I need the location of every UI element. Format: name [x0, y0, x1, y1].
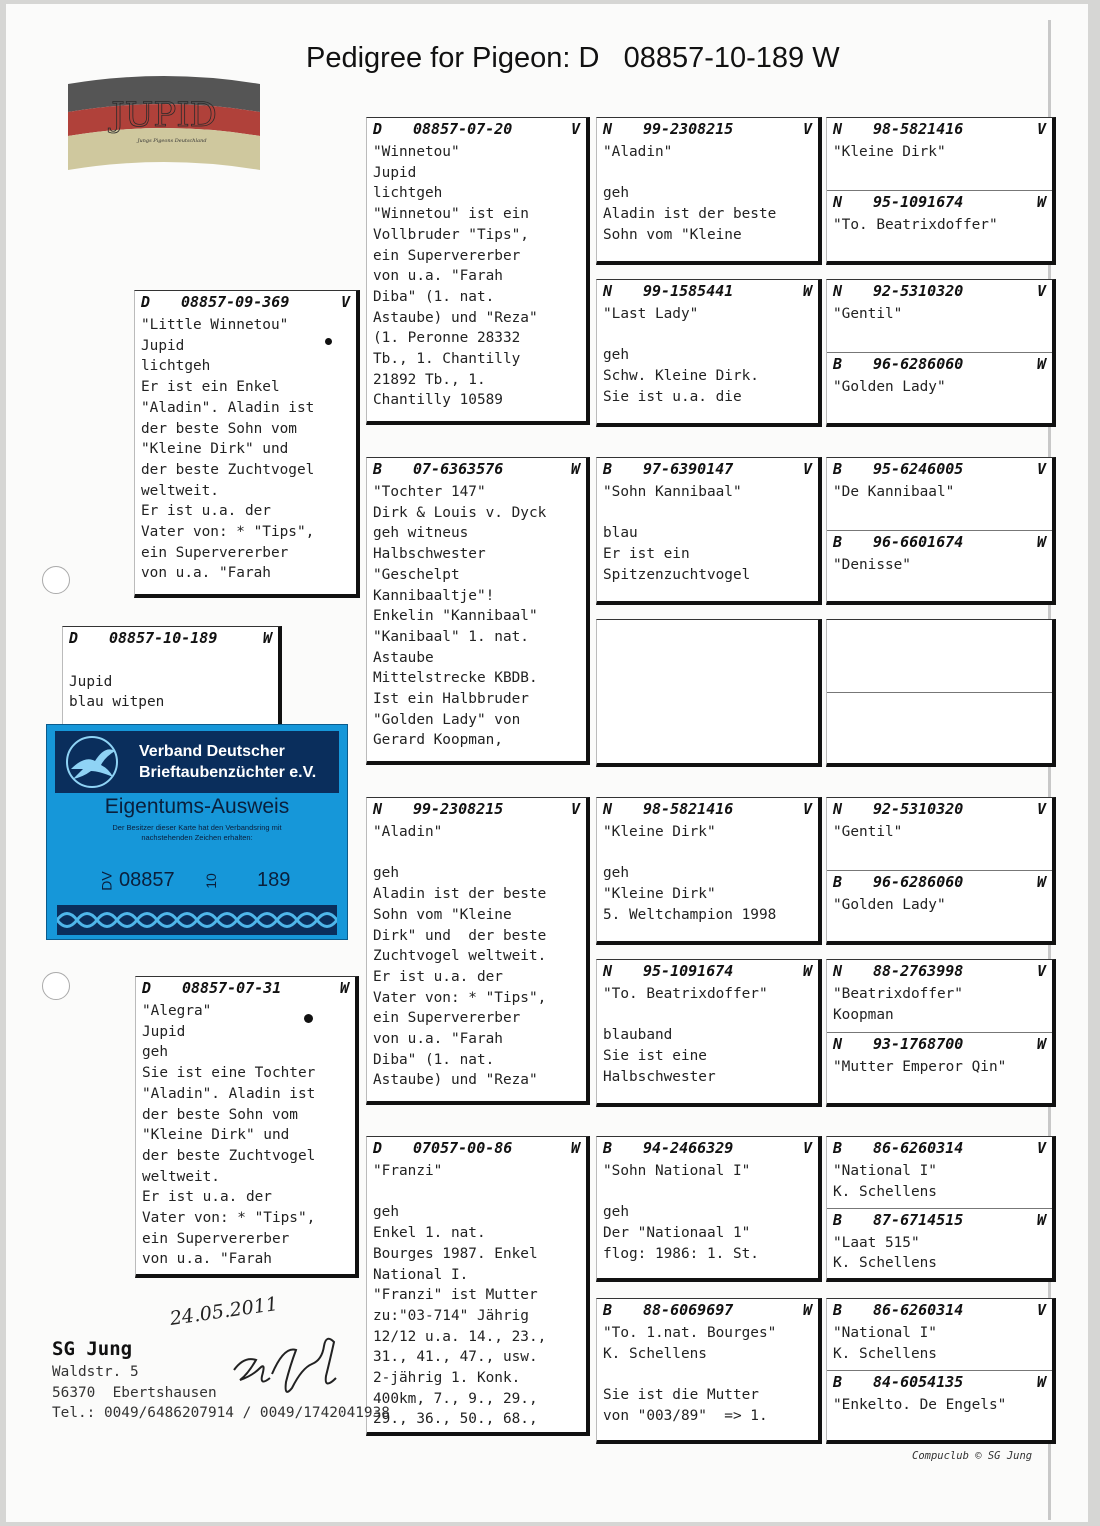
detail-line: "Kleine Dirk"	[603, 824, 716, 840]
pigeon-details	[603, 1161, 814, 1265]
footer-credit: Compuclub © SG Jung	[912, 1450, 1033, 1462]
vdb-ownership-sticker	[46, 724, 348, 940]
breeder-phone: Tel.: 0049/6486207914 / 0049/1742041938	[52, 1405, 390, 1422]
ring-country-letter: N	[373, 800, 383, 818]
detail-line: Enkel 1. nat.	[373, 1225, 486, 1242]
detail-line: von u.a. "Farah	[373, 268, 503, 285]
ring-number: 95-1091674	[873, 192, 964, 211]
detail-line: Sie ist die Mutter	[603, 1387, 759, 1404]
detail-line	[603, 163, 814, 184]
ring-country-letter: N	[603, 282, 613, 300]
detail-line: "Little Winnetou"	[141, 317, 289, 333]
ring-number: 98-5821416	[643, 800, 734, 818]
detail-line: "Golden Lady"	[833, 378, 946, 395]
sex-code: V	[802, 460, 812, 478]
ring-country-letter: N	[603, 800, 613, 818]
detail-line: Koopman	[833, 1006, 894, 1023]
great-grandparent-box	[596, 1298, 822, 1444]
ring-number: 98-5821416	[873, 120, 964, 138]
sticker-note: Der Besitzer dieser Karte hat den Verbandsring mit nachstehenden Zeichen erhalten:	[112, 823, 282, 842]
detail-line: Mittelstrecke KBDB.	[373, 670, 538, 687]
pigeon-details	[603, 482, 814, 586]
detail-line: "Aladin"	[373, 824, 443, 840]
sex-code: W	[802, 282, 812, 300]
ring-country-letter: B	[833, 1301, 843, 1319]
ring-country-letter: D	[69, 629, 79, 647]
detail-line: Jupid	[69, 673, 113, 690]
sex-code: V	[802, 120, 812, 138]
ancestor-pair-box-empty	[826, 619, 1056, 767]
ring-country-letter: B	[833, 1210, 843, 1229]
sex-code: V	[570, 120, 580, 138]
pigeon-details	[833, 895, 1048, 916]
sex-code: V	[1036, 962, 1046, 980]
detail-line: Vater von: * "Tips",	[373, 989, 547, 1006]
detail-line: Zuchtvogel weltweit.	[373, 948, 547, 965]
detail-line: Er ist u.a. der	[142, 1189, 272, 1206]
detail-line: Ist ein Halbbruder	[373, 691, 529, 708]
great-grandparent-box	[596, 457, 822, 605]
great-grandparent-box	[596, 1136, 822, 1282]
punch-hole	[42, 972, 70, 1000]
sex-code: V	[1036, 1301, 1046, 1319]
pigeon-details	[833, 142, 1048, 163]
sticker-ring-number	[97, 867, 307, 897]
ancestor-pair-box	[826, 457, 1056, 605]
ring-number: 93-1768700	[873, 1034, 964, 1053]
detail-line: K. Schellens	[833, 1255, 937, 1272]
great-grandparent-box	[596, 959, 822, 1107]
punch-hole	[42, 566, 70, 594]
detail-line: "National I"	[833, 1163, 937, 1179]
detail-line: der beste Sohn vom	[141, 420, 297, 437]
logo-text: JUPID	[111, 95, 217, 135]
detail-line: ein Supervererber	[373, 1010, 521, 1027]
sex-code: V	[1036, 800, 1046, 818]
sticker-border-pattern	[57, 905, 337, 935]
ring-number: 08857-07-20	[413, 120, 513, 138]
dove-icon	[61, 735, 123, 789]
ring-number: 99-2308215	[413, 800, 504, 818]
detail-line: der beste Zuchtvogel	[141, 461, 315, 478]
sex-code: W	[1036, 354, 1046, 373]
breeder-street: Waldstr. 5	[52, 1364, 139, 1380]
sex-code: W	[1036, 192, 1046, 211]
sticker-org-line2: Brieftaubenzüchter e.V.	[139, 764, 317, 781]
sex-code: W	[1036, 1372, 1046, 1391]
detail-line: Schw. Kleine Dirk.	[603, 368, 759, 385]
dam-box	[135, 976, 359, 1278]
detail-line: "Kleine Dirk" und	[141, 441, 289, 458]
detail-line: "Winnetou"	[373, 144, 460, 160]
detail-line: "Beatrixdoffer"	[833, 986, 963, 1002]
detail-line: "Kleine Dirk"	[833, 144, 946, 160]
ring-number: 94-2466329	[643, 1139, 734, 1157]
sticker-org-name	[139, 741, 316, 783]
ink-dot	[304, 1014, 313, 1023]
ring-country-letter: D	[142, 979, 152, 997]
ring-country-letter: B	[603, 1301, 613, 1319]
pigeon-details	[833, 555, 1048, 576]
detail-line: 400km, 7., 9., 29.,	[373, 1390, 538, 1407]
detail-line: flog: 1986: 1. St.	[603, 1245, 759, 1262]
ring-country-letter: D	[141, 293, 151, 311]
ring-country-letter: N	[833, 120, 843, 138]
pigeon-details	[142, 1001, 351, 1270]
sex-code: W	[570, 460, 580, 478]
detail-line: "Sohn Kannibaal"	[603, 484, 742, 500]
sex-code: V	[1036, 282, 1046, 300]
detail-line: "Franzi"	[373, 1163, 443, 1179]
detail-line: National I.	[373, 1266, 469, 1283]
detail-line: "Sohn National I"	[603, 1163, 751, 1179]
subject-box	[62, 626, 282, 736]
detail-line: weltweit.	[141, 482, 219, 499]
signature-date: 24.05.2011	[168, 1292, 280, 1330]
detail-line: "National I"	[833, 1325, 937, 1341]
grandparent-box	[366, 457, 590, 765]
pigeon-details	[833, 304, 1048, 325]
ring-number: 07-6363576	[413, 460, 504, 478]
detail-line: geh	[373, 1204, 399, 1221]
detail-line: "Mutter Emperor Qin"	[833, 1058, 1007, 1075]
detail-line: zu:"03-714" Jährig	[373, 1307, 529, 1324]
signature	[226, 1316, 348, 1402]
sex-code: V	[1036, 120, 1046, 138]
ring-number: 92-5310320	[873, 800, 964, 818]
ancestor-pair-box	[826, 117, 1056, 265]
ring-number: 97-6390147	[643, 460, 734, 478]
detail-line: blau	[603, 525, 638, 542]
sticker-year: 10	[202, 873, 219, 889]
detail-line: "Winnetou" ist ein	[373, 206, 529, 223]
detail-line: der beste Zuchtvogel	[142, 1147, 316, 1164]
detail-line: geh	[603, 865, 629, 882]
breeder-city: 56370 Ebertshausen	[52, 1384, 217, 1401]
detail-line: Spitzenzuchtvogel	[603, 566, 751, 583]
ink-dot	[325, 338, 332, 345]
detail-line: "Gentil"	[833, 306, 903, 322]
detail-line: von "003/89" => 1.	[603, 1407, 768, 1424]
ring-number: 84-6054135	[873, 1372, 964, 1391]
ring-number: 96-6286060	[873, 354, 964, 373]
detail-line: Dirk & Louis v. Dyck	[373, 504, 547, 521]
detail-line: "Kleine Dirk" und	[142, 1127, 290, 1144]
detail-line: geh	[142, 1044, 168, 1061]
pigeon-details	[833, 1233, 1048, 1274]
detail-line: 29., 36., 50., 68.,	[373, 1411, 538, 1428]
detail-line: 5. Weltchampion 1998	[603, 906, 777, 923]
ring-country-letter: B	[833, 532, 843, 551]
detail-line: von u.a. "Farah	[142, 1251, 272, 1268]
detail-line: Diba" (1. nat.	[373, 288, 495, 305]
pigeon-details	[141, 315, 352, 584]
pigeon-details	[603, 984, 814, 1088]
detail-line: "Kanibaal" 1. nat.	[373, 628, 529, 645]
detail-line: geh witneus	[373, 525, 469, 542]
detail-line	[373, 1182, 582, 1203]
great-grandparent-box	[596, 279, 822, 427]
detail-line: Er ist u.a. der	[373, 968, 503, 985]
detail-line: Vater von: * "Tips",	[142, 1210, 316, 1227]
detail-line: 31., 41., 47., usw.	[373, 1349, 538, 1366]
detail-line: K. Schellens	[833, 1183, 937, 1200]
ring-country-letter: N	[603, 962, 613, 980]
sticker-heading: Eigentums-Ausweis	[104, 795, 290, 818]
ring-country-letter: B	[603, 460, 613, 478]
detail-line: lichtgeh	[141, 358, 211, 375]
grandparent-box	[366, 117, 590, 425]
detail-line: der beste Sohn vom	[142, 1106, 298, 1123]
detail-line: Jupid	[373, 164, 417, 181]
detail-line: Astaube) und "Reza"	[373, 1072, 538, 1089]
detail-line: "Golden Lady"	[833, 896, 946, 913]
detail-line: K. Schellens	[603, 1345, 707, 1362]
sex-code: V	[802, 1139, 812, 1157]
ring-country-letter: B	[833, 1139, 843, 1157]
ring-country-letter: B	[833, 460, 843, 478]
ring-country-letter: N	[833, 1034, 843, 1053]
detail-line: Dirk" und der beste	[373, 927, 547, 944]
pigeon-details	[833, 377, 1048, 398]
detail-line	[603, 1364, 814, 1385]
sex-code: V	[570, 800, 580, 818]
detail-line: Sie ist u.a. die	[603, 388, 742, 405]
detail-line: geh	[603, 1204, 629, 1221]
detail-line: weltweit.	[142, 1168, 220, 1185]
detail-line: "Golden Lady" von	[373, 711, 521, 728]
ring-number: 88-2763998	[873, 962, 964, 980]
great-grandparent-box	[596, 797, 822, 945]
detail-line: (1. Peronne 28332	[373, 330, 521, 347]
ring-number: 86-6260314	[873, 1301, 964, 1319]
detail-line: Vollbruder "Tips",	[373, 226, 529, 243]
detail-line: "Enkelto. De Engels"	[833, 1396, 1007, 1413]
detail-line: Sie ist eine	[603, 1048, 707, 1065]
detail-line: "Tochter 147"	[373, 484, 486, 500]
sticker-prefix: DV	[98, 871, 115, 891]
ring-country-letter: B	[603, 1139, 613, 1157]
detail-line: Jupid	[142, 1023, 186, 1040]
ring-number: 95-1091674	[643, 962, 734, 980]
detail-line: "Denisse"	[833, 556, 911, 573]
ring-number: 08857-09-369	[181, 293, 290, 311]
detail-line: 12/12 u.a. 14., 23.,	[373, 1328, 547, 1345]
great-grandparent-box-empty	[596, 619, 822, 767]
pigeon-details	[373, 482, 582, 751]
detail-line: "To. Beatrixdoffer"	[603, 986, 768, 1002]
ancestor-pair-box	[826, 959, 1056, 1107]
detail-line: blau witpen	[69, 694, 165, 711]
sex-code: V	[802, 800, 812, 818]
ring-country-letter: N	[833, 192, 843, 211]
detail-line: "Aladin"	[603, 144, 673, 160]
detail-line: geh	[373, 865, 399, 882]
detail-line	[603, 503, 814, 524]
ring-number: 08857-10-189	[109, 629, 218, 647]
ring-country-letter: B	[833, 354, 843, 373]
pigeon-details	[833, 1057, 1048, 1078]
detail-line: Er ist ein Enkel	[141, 379, 280, 396]
detail-line: "Kleine Dirk"	[603, 886, 716, 903]
detail-line	[603, 843, 814, 864]
detail-line: geh	[603, 347, 629, 364]
detail-line: Halbschwester	[373, 546, 486, 563]
detail-line: 21892 Tb., 1.	[373, 371, 486, 388]
detail-line: blauband	[603, 1027, 673, 1044]
pigeon-details	[833, 1161, 1048, 1202]
detail-line: Astaube	[373, 649, 434, 666]
ring-country-letter: D	[373, 120, 383, 138]
detail-line: Aladin ist der beste	[373, 886, 547, 903]
grandparent-box	[366, 1136, 590, 1436]
sticker-header-band	[55, 731, 339, 793]
ring-number: 08857-07-31	[182, 979, 282, 997]
ring-country-letter: N	[833, 282, 843, 300]
detail-line	[603, 1005, 814, 1026]
sticker-club: 08857	[119, 869, 175, 891]
detail-line: 2-jährig 1. Konk.	[373, 1370, 521, 1387]
detail-line: Tb., 1. Chantilly	[373, 351, 521, 368]
ancestor-pair-box	[826, 797, 1056, 945]
detail-line: "Aladin". Aladin ist	[141, 399, 315, 416]
ring-number: 88-6069697	[643, 1301, 734, 1319]
sex-code: W	[802, 962, 812, 980]
detail-line: Der "Nationaal 1"	[603, 1225, 751, 1242]
logo-tagline: Jungs Pigeons Deutschland	[137, 138, 207, 144]
detail-line: "Laat 515"	[833, 1234, 920, 1251]
ring-country-letter: N	[833, 962, 843, 980]
detail-line: geh	[603, 185, 629, 202]
detail-line: Enkelin "Kannibaal"	[373, 608, 538, 625]
detail-line: "Alegra"	[142, 1003, 212, 1019]
detail-line: Chantilly 10589	[373, 392, 503, 409]
detail-line: Er ist u.a. der	[141, 503, 271, 520]
sex-code: W	[1036, 532, 1046, 551]
detail-line: ein Supervererber	[141, 544, 289, 561]
pigeon-details	[373, 822, 582, 1091]
pigeon-details	[833, 215, 1048, 236]
detail-line: "Last Lady"	[603, 306, 699, 322]
detail-line: Sohn vom "Kleine	[603, 226, 742, 243]
sire-box	[134, 290, 360, 598]
sticker-org-line1: Verband Deutscher	[139, 743, 285, 760]
pigeon-details	[373, 1161, 582, 1430]
detail-line: Jupid	[141, 337, 185, 354]
jupid-logo	[68, 74, 260, 178]
ring-country-letter: N	[833, 800, 843, 818]
ring-number: 87-6714515	[873, 1210, 964, 1229]
ancestor-pair-box	[826, 1298, 1056, 1444]
ring-number: 96-6601674	[873, 532, 964, 551]
sticker-number: 189	[257, 869, 291, 891]
page-title: Pedigree for Pigeon: D 08857-10-189 W	[306, 42, 840, 74]
sex-code: W	[1036, 1210, 1046, 1229]
ring-country-letter: B	[833, 872, 843, 891]
breeder-name: SG Jung	[52, 1338, 133, 1360]
ring-number: 86-6260314	[873, 1139, 964, 1157]
pigeon-details	[603, 142, 814, 246]
pigeon-details	[833, 1323, 1048, 1364]
detail-line: ein Supervererber	[142, 1230, 290, 1247]
ring-country-letter: B	[833, 1372, 843, 1391]
detail-line: "Aladin". Aladin ist	[142, 1085, 316, 1102]
ring-country-letter: N	[603, 120, 613, 138]
detail-line: Sie ist eine Tochter	[142, 1065, 316, 1082]
detail-line: "To. 1.nat. Bourges"	[603, 1325, 777, 1341]
detail-line: "Franzi" ist Mutter	[373, 1287, 538, 1304]
sex-code: W	[570, 1139, 580, 1157]
detail-line: "Gentil"	[833, 824, 903, 840]
great-grandparent-box	[596, 117, 822, 265]
detail-line	[373, 843, 582, 864]
sex-code: V	[1036, 1139, 1046, 1157]
pigeon-details	[69, 651, 274, 713]
detail-line: von u.a. "Farah	[373, 1031, 503, 1048]
detail-line: Bourges 1987. Enkel	[373, 1245, 538, 1262]
ring-country-letter: D	[373, 1139, 383, 1157]
sex-code: W	[1036, 1034, 1046, 1053]
detail-line: Er ist ein	[603, 546, 690, 563]
ring-number: 99-1585441	[643, 282, 734, 300]
detail-line: Diba" (1. nat.	[373, 1051, 495, 1068]
sex-code: W	[339, 979, 349, 997]
detail-line: von u.a. "Farah	[141, 565, 271, 582]
detail-line: Halbschwester	[603, 1068, 716, 1085]
grandparent-box	[366, 797, 590, 1105]
pigeon-details	[603, 822, 814, 926]
detail-line: lichtgeh	[373, 185, 443, 202]
ring-number: 07057-00-86	[413, 1139, 513, 1157]
detail-line: "To. Beatrixdoffer"	[833, 216, 998, 233]
pigeon-details	[833, 1395, 1048, 1416]
pigeon-details	[833, 482, 1048, 503]
detail-line: Aladin ist der beste	[603, 206, 777, 223]
detail-line	[69, 651, 274, 672]
detail-line: K. Schellens	[833, 1345, 937, 1362]
detail-line: Kannibaaltje"!	[373, 587, 495, 604]
sex-code: W	[1036, 872, 1046, 891]
ancestor-pair-box	[826, 279, 1056, 427]
sex-code: W	[262, 629, 272, 647]
detail-line	[603, 325, 814, 346]
detail-line: Gerard Koopman,	[373, 732, 503, 749]
ring-number: 92-5310320	[873, 282, 964, 300]
ring-country-letter: B	[373, 460, 383, 478]
sex-code: W	[802, 1301, 812, 1319]
pigeon-details	[833, 984, 1048, 1025]
detail-line: Sohn vom "Kleine	[373, 906, 512, 923]
ring-number: 99-2308215	[643, 120, 734, 138]
detail-line: ein Supervererber	[373, 247, 521, 264]
ring-number: 95-6246005	[873, 460, 964, 478]
ancestor-pair-box	[826, 1136, 1056, 1282]
pigeon-details	[833, 822, 1048, 843]
pigeon-details	[373, 142, 582, 411]
sex-code: V	[1036, 460, 1046, 478]
detail-line: Vater von: * "Tips",	[141, 524, 315, 541]
sex-code: V	[340, 293, 350, 311]
detail-line	[603, 1182, 814, 1203]
detail-line: "De Kannibaal"	[833, 484, 955, 500]
detail-line: "Geschelpt	[373, 566, 460, 583]
pigeon-details	[603, 1323, 814, 1427]
pigeon-details	[603, 304, 814, 408]
detail-line: Astaube) und "Reza"	[373, 309, 538, 326]
ring-number: 96-6286060	[873, 872, 964, 891]
